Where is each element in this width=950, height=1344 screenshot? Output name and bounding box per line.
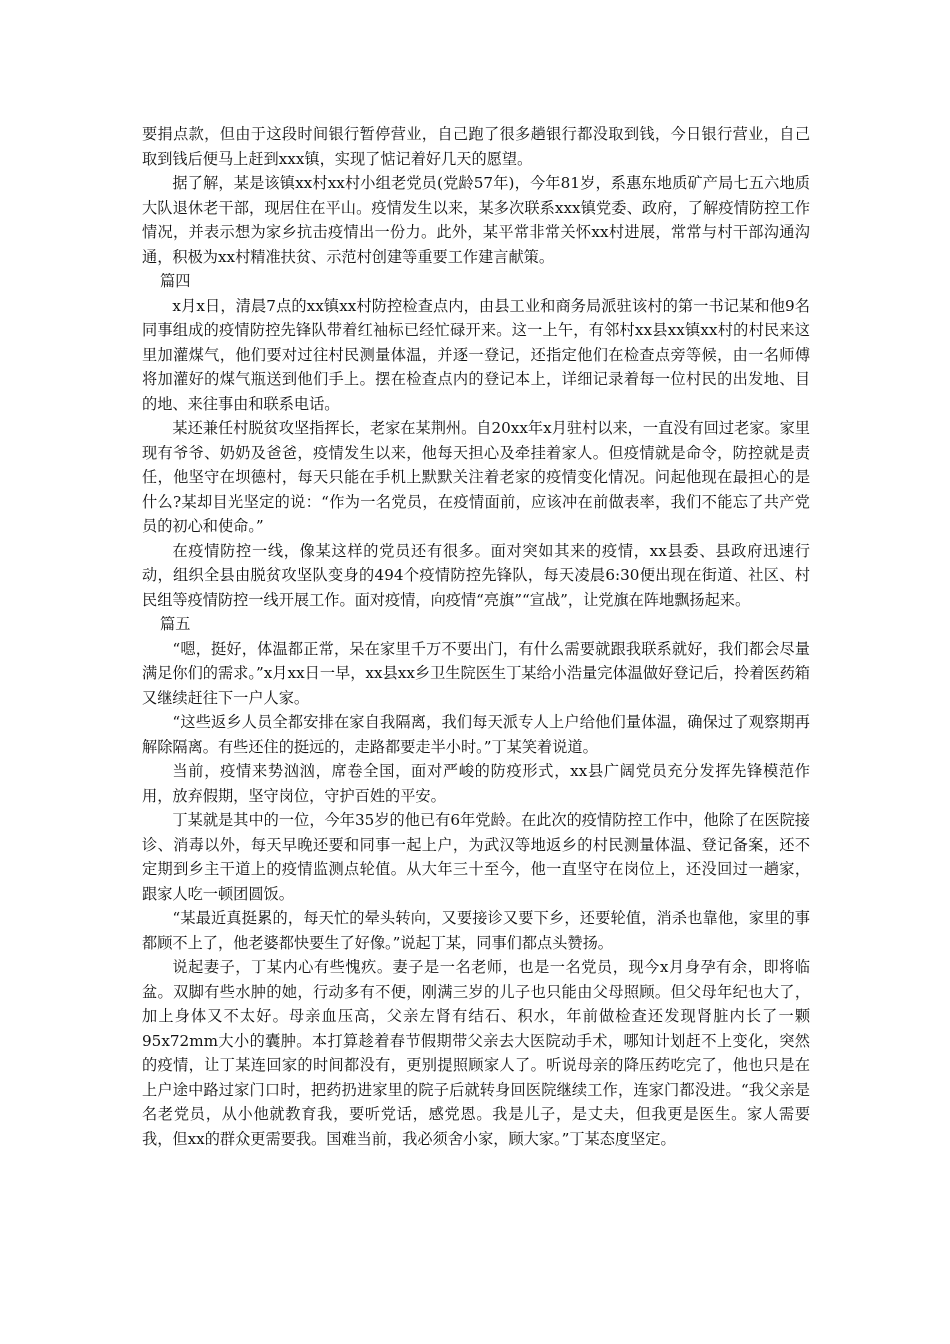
paragraph: 在疫情防控一线，像某这样的党员还有很多。面对突如其来的疫情，xx县委、县政府迅速行动，组织全县由脱贫攻坚队变身的494个疫情防控先锋队，每天凌晨6:30便出现在街道、社区、村民组等疫情防控一线开展工作。面对疫情，向疫情“亮旗”“宣战”，让党旗在阵地飘扬起来。 — [142, 541, 810, 609]
paragraph: 当前，疫情来势汹汹，席卷全国，面对严峻的防疫形式，xx县广阔党员充分发挥先锋模范作用，放弃假期，坚守岗位，守护百姓的平安。 — [142, 762, 810, 805]
paragraph: x月x日，清晨7点的xx镇xx村防控检查点内，由县工业和商务局派驻该村的第一书记某和他9名同事组成的疫情防控先锋队带着红袖标已经忙碌开来。这一上午，有邻村xx县xx镇xx村的村民来这里加灌煤气，他们要对过往村民测量体温，并逐一登记，还指定他们在检查点旁等候，由一名师傅将加灌好的煤气瓶送到他们手上。摆在检查点内的登记本上，详细记录着每一位村民的出发地、目的地、来往事由和联系电话。 — [142, 296, 810, 413]
section-heading: 篇五 — [160, 615, 191, 633]
paragraph: “这些返乡人员全都安排在家自我隔离，我们每天派专人上户给他们量体温，确保过了观察期再解除隔离。有些还住的挺远的，走路都要走半小时。”丁某笑着说道。 — [142, 713, 810, 756]
paragraph: 要捐点款，但由于这段时间银行暂停营业，自己跑了很多趟银行都没取到钱，今日银行营业，自己取到钱后便马上赶到xxx镇，实现了惦记着好几天的愿望。 — [142, 125, 810, 168]
paragraph: 据了解，某是该镇xx村xx村小组老党员(党龄57年)，今年81岁，系惠东地质矿产局七五六地质大队退休老干部，现居住在平山。疫情发生以来，某多次联系xxx镇党委、政府，了解疫情防控工作情况，并表示想为家乡抗击疫情出一份力。此外，某平常非常关怀xx村进展，常常与村干部沟通沟通，积极为xx村精准扶贫、示范村创建等重要工作建言献策。 — [142, 174, 810, 266]
paragraph: 说起妻子，丁某内心有些愧疚。妻子是一名老师，也是一名党员，现今x月身孕有余，即将临盆。双脚有些水肿的她，行动多有不便，刚满三岁的儿子也只能由父母照顾。但父母年纪也大了，加上身体又不太好。母亲血压高，父亲左肾有结石、积水，年前做检查还发现肾脏内长了一颗95x72mm大小的囊肿。本打算趁着春节假期带父亲去大医院动手术，哪知计划赶不上变化，突然的疫情，让丁某连回家的时间都没有，更别提照顾家人了。听说母亲的降压药吃完了，他也只是在上户途中路过家门口时，把药扔进家里的院子后就转身回医院继续工作，连家门都没进。“我父亲是名老党员，从小他就教育我，要听党话，感党恩。我是儿子，是丈夫，但我更是医生。家人需要我，但xx的群众更需要我。国难当前，我必须舍小家，顾大家。”丁某态度坚定。 — [142, 958, 810, 1148]
section-heading: 篇四 — [160, 272, 191, 290]
document-page — [142, 122, 810, 1151]
paragraph: 某还兼任村脱贫攻坚指挥长，老家在某荆州。自20xx年x月驻村以来，一直没有回过老家。家里现有爷爷、奶奶及爸爸，疫情发生以来，他每天担心及牵挂着家人。但疫情就是命令，防控就是责任，他坚守在坝德村，每天只能在手机上默默关注着老家的疫情变化情况。问起他现在最担心的是什么?某却目光坚定的说：“作为一名党员，在疫情面前，应该冲在前做表率，我们不能忘了共产党员的初心和使命。” — [142, 419, 810, 535]
paragraph: “某最近真挺累的，每天忙的晕头转向，又要接诊又要下乡，还要轮值，消杀也靠他，家里的事都顾不上了，他老婆都快要生了好像。”说起丁某，同事们都点头赞扬。 — [142, 909, 810, 952]
paragraph: “嗯，挺好，体温都正常，呆在家里千万不要出门，有什么需要就跟我联系就好，我们都会尽量满足你们的需求。”x月xx日一早，xx县xx乡卫生院医生丁某给小浩量完体温做好登记后，拎着医药箱又继续赶往下一户人家。 — [142, 639, 810, 707]
paragraph: 丁某就是其中的一位，今年35岁的他已有6年党龄。在此次的疫情防控工作中，他除了在医院接诊、消毒以外，每天早晚还要和同事一起上户，为武汉等地返乡的村民测量体温、登记备案，还不定期到乡主干道上的疫情监测点轮值。从大年三十至今，他一直坚守在岗位上，还没回过一趟家，跟家人吃一顿团圆饭。 — [142, 811, 810, 903]
